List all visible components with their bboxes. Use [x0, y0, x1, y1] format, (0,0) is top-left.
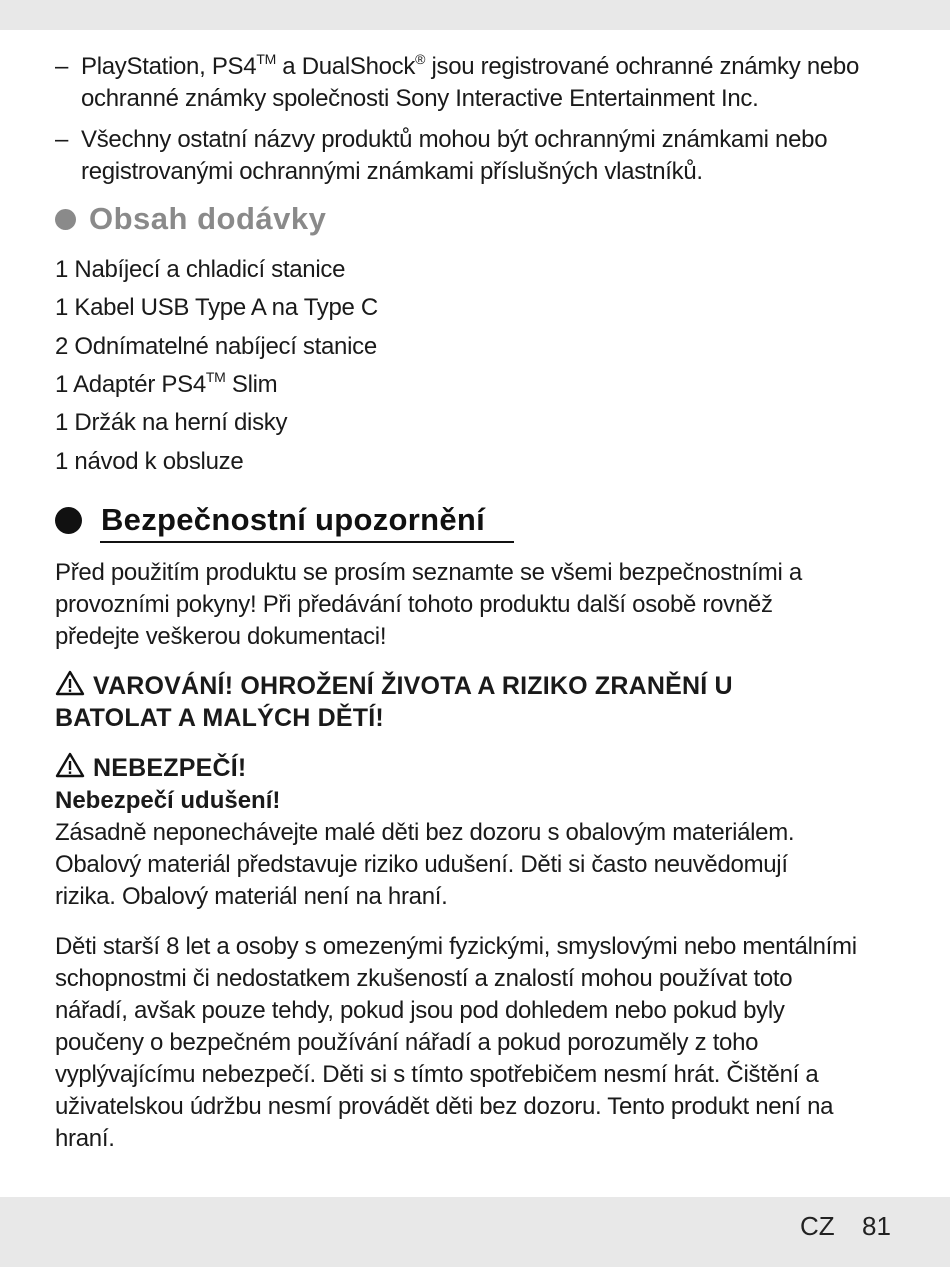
warning-text: VAROVÁNÍ! OHROŽENÍ ŽIVOTA A RIZIKO ZRANĚNÍ U — [93, 672, 733, 700]
bullet-circle-icon — [55, 209, 76, 230]
danger-text-line: Obalový materiál představuje riziko udušení. Děti si často neuvědomují — [55, 851, 788, 878]
text: jsou registrované ochranné známky nebo — [425, 53, 860, 80]
danger-heading — [55, 752, 246, 784]
children-text-line: uživatelskou údržbu nesmí provádět děti bez dozoru. Tento produkt není na — [55, 1093, 834, 1120]
top-band — [0, 0, 950, 30]
danger-subtitle: Nebezpečí udušení! — [55, 787, 281, 814]
list-dash: – — [55, 53, 69, 80]
safety-intro-line: předejte veškerou dokumentaci! — [55, 623, 387, 650]
children-text-line: schopnostmi či nedostatkem zkušeností a znalostí mohou používat toto — [55, 965, 793, 992]
warning-triangle-icon — [55, 670, 85, 696]
danger-text-line: rizika. Obalový materiál není na hraní. — [55, 883, 448, 910]
warning-heading-line-2: BATOLAT A MALÝCH DĚTÍ! — [55, 704, 384, 732]
contents-item: 1 Kabel USB Type A na Type C — [55, 294, 378, 321]
footer-language: CZ — [800, 1211, 835, 1241]
warning-heading-line-1 — [55, 670, 733, 702]
trademark-note-1-line-1 — [81, 51, 859, 83]
children-text-line: hraní. — [55, 1125, 115, 1152]
contents-item: 1 Držák na herní disky — [55, 409, 288, 436]
contents-item: 1 návod k obsluze — [55, 448, 244, 475]
list-dash: – — [55, 126, 69, 153]
registered-mark: ® — [415, 51, 426, 67]
children-text-line: vyplývajícímu nebezpečí. Děti si s tímto spotřebičem nesmí hrát. Čištění a — [55, 1061, 819, 1088]
danger-text-line: Zásadně neponechávejte malé děti bez dozoru s obalovým materiálem. — [55, 819, 795, 846]
danger-text: NEBEZPEČÍ! — [93, 754, 247, 782]
safety-intro-line: Před použitím produktu se prosím seznamte se všemi bezpečnostními a — [55, 559, 802, 586]
heading-underline — [100, 541, 514, 543]
children-text-line: nářadí, avšak pouze tehdy, pokud jsou pod dohledem nebo pokud byly — [55, 997, 785, 1024]
contents-item — [55, 369, 277, 401]
safety-intro-line: provozními pokyny! Při předávání tohoto produktu další osobě rovněž — [55, 591, 773, 618]
text: a DualShock — [275, 53, 416, 80]
section-heading-contents: Obsah dodávky — [89, 201, 327, 236]
text: PlayStation, PS4 — [81, 53, 257, 80]
tm-mark: TM — [256, 51, 276, 67]
children-text-line: Děti starší 8 let a osoby s omezenými fyzickými, smyslovými nebo mentálními — [55, 933, 857, 960]
contents-item: 2 Odnímatelné nabíjecí stanice — [55, 333, 377, 360]
tm-mark: TM — [205, 369, 226, 385]
contents-item: 1 Nabíjecí a chladicí stanice — [55, 256, 346, 283]
bullet-circle-icon — [55, 507, 82, 534]
section-heading-safety: Bezpečnostní upozornění — [101, 502, 486, 537]
text: Slim — [225, 371, 278, 398]
text: 1 Adaptér PS4 — [55, 371, 206, 398]
trademark-note-1-line-2: ochranné známky společnosti Sony Interactive Entertainment Inc. — [81, 85, 759, 112]
trademark-note-2-line-1: Všechny ostatní názvy produktů mohou být ochrannými známkami nebo — [81, 126, 828, 153]
page-number: 81 — [862, 1211, 891, 1241]
warning-triangle-icon — [55, 752, 85, 778]
children-text-line: poučeny o bezpečném používání nářadí a pokud porozuměly z toho — [55, 1029, 759, 1056]
trademark-note-2-line-2: registrovanými ochrannými známkami příslušných vlastníků. — [81, 158, 703, 185]
